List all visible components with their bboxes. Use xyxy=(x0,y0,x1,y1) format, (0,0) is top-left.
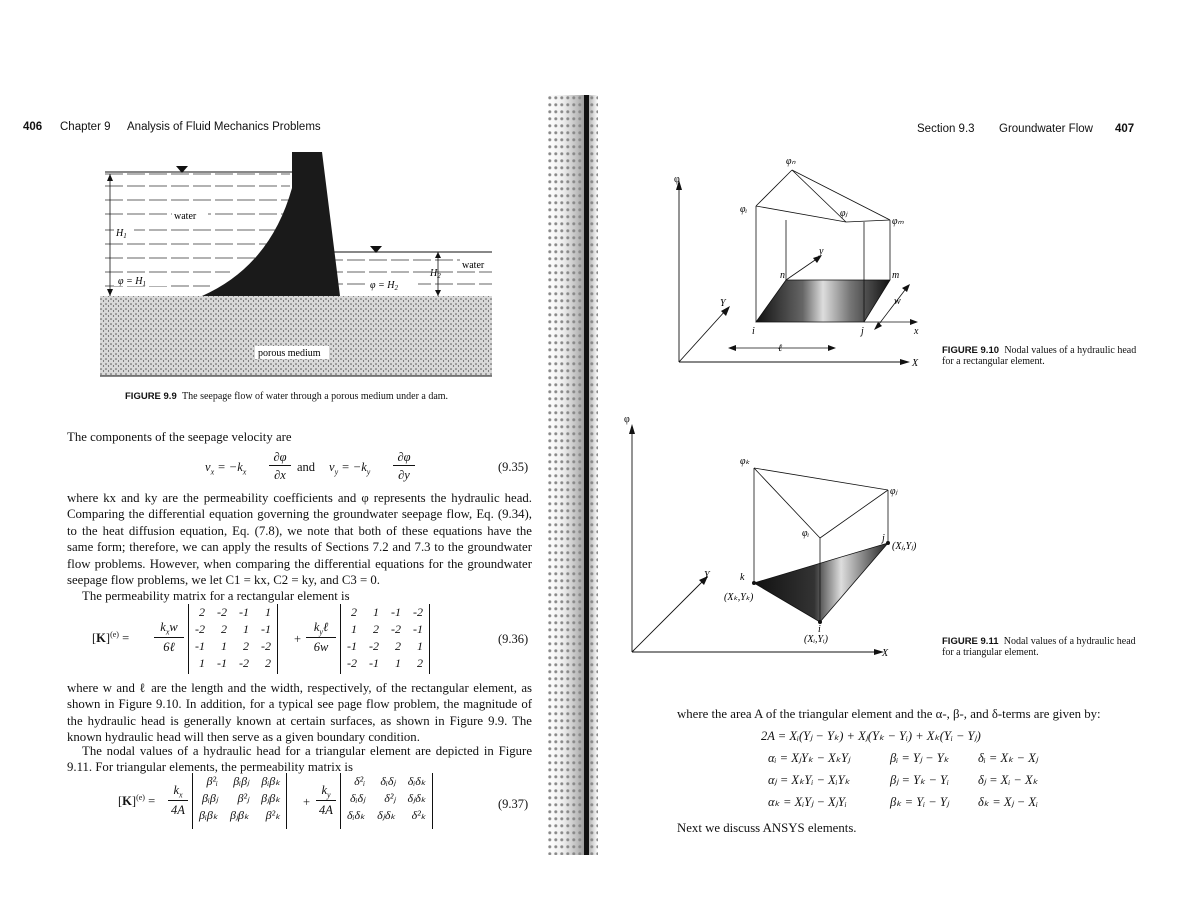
matrix2-cell: -1 xyxy=(391,605,401,619)
matrix3-cell: β²ₖ xyxy=(265,808,281,822)
figure-9-10-rect-element xyxy=(670,150,930,370)
svg-text:x: x xyxy=(914,326,919,337)
svg-text:j: j xyxy=(882,533,885,544)
svg-text:n: n xyxy=(780,270,785,281)
h2-label: $H_2$ xyxy=(430,268,441,280)
svg-text:φ: φ xyxy=(674,174,680,185)
svg-text:φᵢ: φᵢ xyxy=(740,204,748,215)
matrix3-row xyxy=(193,807,286,824)
equation-9-37: $[K]^{(e)}$ = $k_x$ 4A β²ᵢ βᵢβⱼ βᵢβₖ βᵢβⱼ β²ⱼ βⱼβₖ βᵢβₖ βⱼβₖ β²ₖ + $k_y$ 4A δ²ᵢ δᵢδⱼ δᵢδₖ δᵢδⱼ δ²ⱼ δⱼδₖ δᵢδₖ δⱼδₖ δ²ₖ xyxy=(118,773,498,833)
paragraph-permeability: where kx and ky are the permeability coefficients and φ represents the hydraulic head. Comparing the differential equation governing the groundwater seepage flow, Eq. (9.34), to the heat diffusion equation, Eq. (7.8), we note that both of these equations have the same form; therefore, we can apply the results of Sections 7.2 and 7.3 to the groundwater flow problems. However, when comparing the differential equations for the groundwater seepage flow problems, we let C1 = kx, C2 = ky, and C3 = 0. xyxy=(67,491,532,588)
figure-9-9-dam xyxy=(100,148,500,383)
matrix2-cell: 2 xyxy=(373,622,379,636)
matrix1-cell: 1 xyxy=(199,656,205,670)
matrix1-cell: 2 xyxy=(265,656,271,670)
svg-text:X: X xyxy=(882,648,889,659)
svg-text:(Xᵢ,Yᵢ): (Xᵢ,Yᵢ) xyxy=(804,634,828,645)
svg-text:w: w xyxy=(894,296,901,307)
matrix3-cell: βⱼβₖ xyxy=(229,808,250,822)
matrix1-cell: -1 xyxy=(217,656,227,670)
svg-text:(Xⱼ,Yⱼ): (Xⱼ,Yⱼ) xyxy=(892,541,917,552)
matrix1-cell: -1 xyxy=(195,639,205,653)
figure-9-11-tri-element xyxy=(620,410,920,660)
matrix2-cell: -2 xyxy=(413,605,423,619)
tri-matrix-beta xyxy=(193,773,286,824)
equation-9-36: $[K]^{(e)}$ = $k_xw$ 6ℓ 2 -2 -1 1 -2 2 1 -1 -1 1 2 -2 1 -1 -2 2 + $k_y\ell$ 6w 2 1 -1 -2 1 2 -2 -1 -1 -2 2 1 -2 -1 1 2 xyxy=(92,604,492,676)
figure-9-11-caption: FIGURE 9.11 Nodal values of a hydraulic head for a triangular element. xyxy=(942,636,1136,658)
matrix2-cell: 2 xyxy=(395,639,401,653)
matrix1-cell: -2 xyxy=(195,622,205,636)
rect-matrix-2 xyxy=(341,604,429,672)
matrix1-cell: 1 xyxy=(265,605,271,619)
matrix1-row xyxy=(189,655,277,672)
matrix2-row xyxy=(341,638,429,655)
seepage-velocity-intro: The components of the seepage velocity are xyxy=(67,430,292,444)
paragraph-tri-intro: The nodal values of a hydraulic head for a triangular element are depicted in Figure 9.11. For triangular elements, the permeability matrix is xyxy=(67,744,532,775)
porous-medium-label: porous medium xyxy=(258,348,321,359)
svg-text:i: i xyxy=(752,326,755,337)
matrix4-cell: δⱼδₖ xyxy=(407,791,426,805)
paragraph-next-ansys: Next we discuss ANSYS elements. xyxy=(677,821,857,835)
matrix1-row xyxy=(189,621,277,638)
matrix2-row xyxy=(341,655,429,672)
matrix4-cell: δⱼδₖ xyxy=(377,808,396,822)
matrix1-cell: -2 xyxy=(239,656,249,670)
equation-9-35-number: (9.35) xyxy=(498,460,529,474)
matrix2-cell: -1 xyxy=(347,639,357,653)
matrix1-row xyxy=(189,638,277,655)
matrix2-cell: -2 xyxy=(347,656,357,670)
matrix3-cell: βᵢβₖ xyxy=(261,774,281,788)
matrix2-cell: 1 xyxy=(417,639,423,653)
phi-h1-label: $\varphi = H_1$ xyxy=(118,276,147,288)
right-section-title: Groundwater Flow xyxy=(999,123,1093,135)
matrix1-cell: -1 xyxy=(261,622,271,636)
matrix4-cell: δᵢδₖ xyxy=(347,808,366,822)
book-gutter-shadow xyxy=(548,95,598,855)
matrix3-row xyxy=(193,790,286,807)
equation-9-37-number: (9.37) xyxy=(498,797,529,811)
svg-text:φⱼ: φⱼ xyxy=(890,486,898,497)
matrix3-cell: β²ᵢ xyxy=(206,774,218,788)
left-chapter-label: Chapter 9 xyxy=(60,121,111,133)
equation-9-35: $v_x = -k_x$ ∂φ ∂x and $v_y = -k_y$ ∂φ ∂y xyxy=(205,448,435,484)
matrix2-cell: 2 xyxy=(417,656,423,670)
matrix2-cell: -1 xyxy=(369,656,379,670)
matrix2-row xyxy=(341,621,429,638)
book-spine xyxy=(584,95,589,855)
matrix3-cell: βᵢβⱼ xyxy=(233,774,250,788)
matrix1-cell: 2 xyxy=(243,639,249,653)
matrix4-row xyxy=(341,773,432,790)
svg-text:φ: φ xyxy=(624,414,630,425)
matrix1-cell: 2 xyxy=(221,622,227,636)
matrix2-cell: 1 xyxy=(395,656,401,670)
matrix4-row xyxy=(341,790,432,807)
alpha-beta-delta-terms: αᵢ = XⱼYₖ − XₖYⱼ βᵢ = Yⱼ − Yₖ δᵢ = Xₖ − Xⱼ αⱼ = XₖYᵢ − XᵢYₖ βⱼ = Yₖ − Yᵢ δⱼ = Xᵢ − Xₖ αₖ = XᵢYⱼ − XⱼYᵢ βₖ = Yᵢ − Yⱼ δₖ = Xⱼ − Xᵢ xyxy=(768,751,1038,809)
rect-matrix-1 xyxy=(189,604,277,672)
left-page-number: 406 xyxy=(23,121,43,133)
matrix2-cell: -1 xyxy=(413,622,423,636)
svg-text:φₙ: φₙ xyxy=(786,156,796,167)
svg-text:j: j xyxy=(861,326,864,337)
left-chapter-title: Analysis of Fluid Mechanics Problems xyxy=(127,121,321,133)
matrix4-row xyxy=(341,807,432,824)
matrix2-cell: 2 xyxy=(351,605,357,619)
svg-text:i: i xyxy=(818,624,821,635)
matrix2-cell: -2 xyxy=(369,639,379,653)
water-right-label: water xyxy=(462,260,485,271)
right-section-label: Section 9.3 xyxy=(917,123,975,135)
matrix4-cell: δ²ᵢ xyxy=(354,774,366,788)
figure-9-9-caption: FIGURE 9.9 The seepage flow of water through a porous medium under a dam. xyxy=(125,391,449,402)
matrix1-row xyxy=(189,604,277,621)
matrix1-cell: 1 xyxy=(243,622,249,636)
svg-text:Y: Y xyxy=(720,298,726,309)
svg-text:φⱼ: φⱼ xyxy=(840,208,848,219)
equation-area: 2A = Xᵢ(Yⱼ − Yₖ) + Xⱼ(Yₖ − Yᵢ) + Xₖ(Yᵢ − Yⱼ) xyxy=(761,729,981,743)
matrix1-cell: 2 xyxy=(199,605,205,619)
matrix1-cell: -2 xyxy=(217,605,227,619)
svg-text:Y: Y xyxy=(704,570,710,581)
matrix2-cell: 1 xyxy=(351,622,357,636)
svg-text:k: k xyxy=(740,572,745,583)
matrix2-cell: -2 xyxy=(391,622,401,636)
svg-text:ℓ: ℓ xyxy=(778,343,783,354)
matrix3-cell: βⱼβₖ xyxy=(261,791,281,805)
svg-text:X: X xyxy=(912,358,919,369)
figure-9-10-caption: FIGURE 9.10 Nodal values of a hydraulic head for a rectangular element. xyxy=(942,345,1137,367)
matrix4-cell: δᵢδⱼ xyxy=(380,774,396,788)
matrix1-cell: 1 xyxy=(221,639,227,653)
matrix3-cell: βᵢβₖ xyxy=(199,808,218,822)
svg-text:m: m xyxy=(892,270,900,281)
svg-text:φₖ: φₖ xyxy=(740,456,750,467)
svg-text:φᵢ: φᵢ xyxy=(802,528,810,539)
matrix1-cell: -2 xyxy=(261,639,271,653)
matrix4-cell: δ²ⱼ xyxy=(384,791,396,805)
equation-9-36-number: (9.36) xyxy=(498,632,529,646)
tri-matrix-delta xyxy=(341,773,432,824)
svg-text:φₘ: φₘ xyxy=(892,216,904,227)
svg-text:y: y xyxy=(819,246,824,257)
matrix2-cell: 1 xyxy=(373,605,379,619)
h1-label: $H_1$ xyxy=(116,228,127,240)
matrix4-cell: δᵢδⱼ xyxy=(350,791,366,805)
phi-h2-label: $\varphi = H_2$ xyxy=(370,280,399,292)
svg-text:(Xₖ,Yₖ): (Xₖ,Yₖ) xyxy=(724,592,754,603)
matrix1-cell: -1 xyxy=(239,605,249,619)
paragraph-rect-element: where w and ℓ are the length and the width, respectively, of the rectangular element, as shown in Figure 9.10. In addition, for a typical see page flow problem, the magnitude of the hydraulic head is generally known at certain surfaces, as shown in Figure 9.9. The known hydraulic head will then serve as a given boundary condition. xyxy=(67,681,532,745)
matrix3-cell: β²ⱼ xyxy=(237,791,250,805)
water-left-label: water xyxy=(174,211,197,222)
matrix3-row xyxy=(193,773,286,790)
matrix4-cell: δᵢδₖ xyxy=(407,774,426,788)
paragraph-area-terms: where the area A of the triangular element and the α-, β-, and δ-terms are given by: xyxy=(677,707,1101,721)
paragraph-rect-matrix-intro: The permeability matrix for a rectangular element is xyxy=(82,589,350,603)
right-page-number: 407 xyxy=(1115,123,1135,135)
matrix4-cell: δ²ₖ xyxy=(411,808,426,822)
matrix3-cell: βᵢβⱼ xyxy=(202,791,218,805)
matrix2-row xyxy=(341,604,429,621)
